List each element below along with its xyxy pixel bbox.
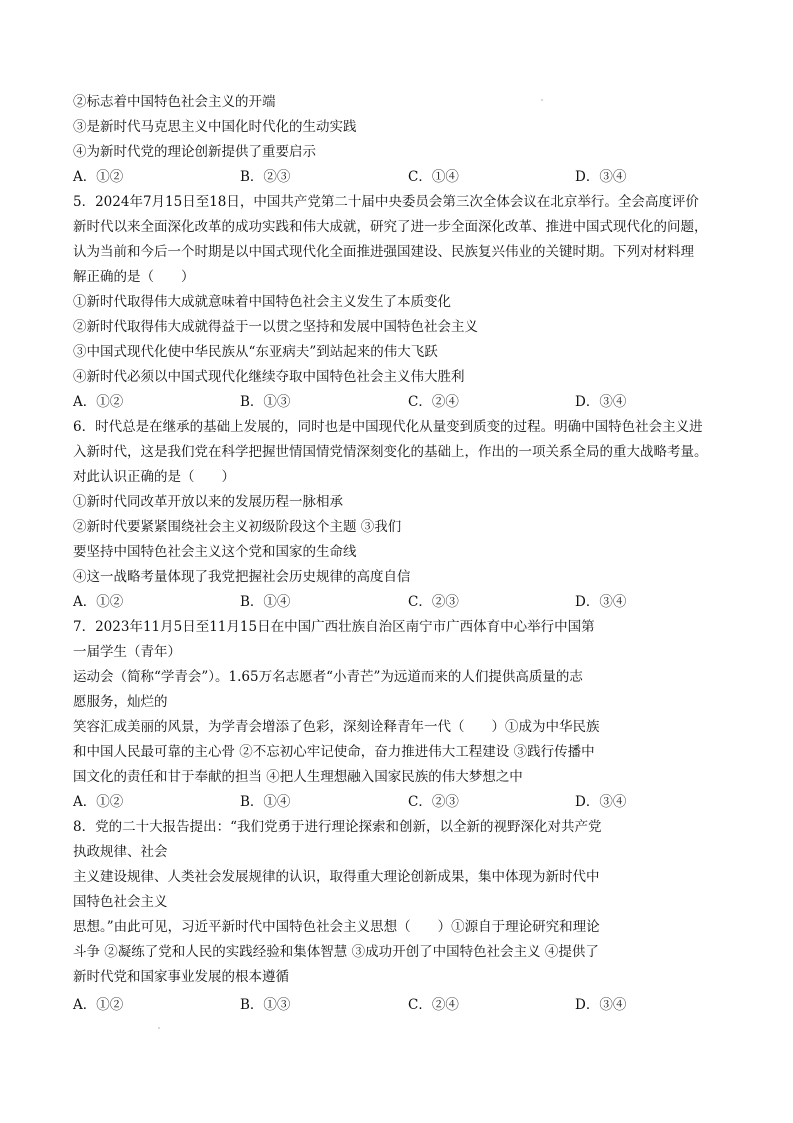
choice-item: 要坚持中国特色社会主义这个党和国家的生命线	[73, 544, 357, 560]
question-stem-line: 入新时代，这是我们党在科学把握世情国情党情深刻变化的基础上，作出的一项关系全局的重大战略考量。	[73, 444, 708, 460]
option-b[interactable]: B．①④	[240, 794, 291, 810]
option-a[interactable]: A．①②	[73, 594, 124, 610]
option-d[interactable]: D．③④	[575, 169, 627, 185]
option-a[interactable]: A．①②	[73, 997, 124, 1013]
question-stem-line: 国文化的责任和甘于奉献的担当 ④把人生理想融入国家民族的伟大梦想之中	[73, 769, 523, 785]
choice-item: ③是新时代马克思主义中国化时代化的生动实践	[73, 119, 357, 135]
question-stem-line: 笑容汇成美丽的风景，为学青会增添了色彩，深刻诠释青年一代（ ）①成为中华民族	[73, 719, 600, 735]
option-c[interactable]: C．②③	[408, 794, 459, 810]
choice-item: ①新时代同改革开放以来的发展历程一脉相承	[73, 494, 343, 510]
question-stem-line: 6．时代总是在继承的基础上发展的，同时也是中国现代化从量变到质变的过程。明确中国特色社会主义进	[73, 419, 703, 435]
option-b[interactable]: B．①④	[240, 594, 291, 610]
option-c[interactable]: C．②④	[408, 394, 459, 410]
question-stem-line: 执政规律、社会	[73, 844, 168, 860]
question-stem-line: 8．党的二十大报告提出：“我们党勇于进行理论探索和创新，以全新的视野深化对共产党	[73, 819, 602, 835]
question-stem-line: 主义建设规律、人类社会发展规律的认识，取得重大理论创新成果，集中体现为新时代中	[73, 869, 600, 885]
question-stem-line: 斗争 ②凝练了党和人民的实践经验和集体智慧 ③成功开创了中国特色社会主义 ④提供了	[73, 944, 599, 960]
question-stem-line: 对此认识正确的是（ ）	[73, 469, 235, 485]
choice-item: ④这一战略考量体现了我党把握社会历史规律的高度自信	[73, 569, 411, 585]
choice-item: ③中国式现代化使中华民族从“东亚病夫”到站起来的伟大飞跃	[73, 344, 438, 360]
question-stem-line: 愿服务，灿烂的	[73, 694, 168, 710]
option-b[interactable]: B．②③	[240, 169, 291, 185]
choice-item: ④为新时代党的理论创新提供了重要启示	[73, 144, 316, 160]
question-stem-line: 和中国人民最可靠的主心骨 ②不忘初心牢记使命，奋力推进伟大工程建设 ③践行传播中	[73, 744, 595, 760]
question-stem-line: 运动会（简称“学青会”）。1.65万名志愿者“小青芒”为远道而来的人们提供高质量的志	[73, 669, 583, 685]
option-d[interactable]: D．③④	[575, 594, 627, 610]
choice-item: ①新时代取得伟大成就意味着中国特色社会主义发生了本质变化	[73, 294, 451, 310]
choice-item: ②新时代要紧紧围绕社会主义初级阶段这个主题 ③我们	[73, 519, 402, 535]
question-stem-line: 解正确的是（ ）	[73, 269, 195, 285]
option-a[interactable]: A．①②	[73, 169, 124, 185]
option-b[interactable]: B．①③	[240, 997, 291, 1013]
option-d[interactable]: D．③④	[575, 394, 627, 410]
question-stem-line: 7．2023年11月5日至11月15日在中国广西壮族自治区南宁市广西体育中心举行中国第	[73, 619, 595, 635]
question-stem-line: 新时代以来全面深化改革的成功实践和伟大成就，研究了进一步全面深化改革、推进中国式现代化的问题，	[73, 219, 708, 235]
question-stem-line: 5．2024年7月15日至18日，中国共产党第二十届中央委员会第三次全体会议在北京举行。全会高度评价	[73, 194, 699, 210]
option-c[interactable]: C．①④	[408, 169, 459, 185]
question-stem-line: 国特色社会主义	[73, 894, 168, 910]
question-stem-line: 认为当前和今后一个时期是以中国式现代化全面推进强国建设、民族复兴伟业的关键时期。下列对材料理	[73, 244, 694, 260]
scan-speck	[541, 99, 543, 101]
choice-item: ②新时代取得伟大成就得益于一以贯之坚持和发展中国特色社会主义	[73, 319, 478, 335]
option-b[interactable]: B．①③	[240, 394, 291, 410]
option-c[interactable]: C．②③	[408, 594, 459, 610]
option-a[interactable]: A．①②	[73, 394, 124, 410]
option-a[interactable]: A．①②	[73, 794, 124, 810]
choice-item: ②标志着中国特色社会主义的开端	[73, 94, 276, 110]
question-stem-line: 思想。”由此可见，习近平新时代中国特色社会主义思想（ ）①源自于理论研究和理论	[73, 919, 600, 935]
option-d[interactable]: D．③④	[575, 794, 627, 810]
question-stem-line: 新时代党和国家事业发展的根本遵循	[73, 969, 289, 985]
scan-speck	[158, 1027, 160, 1029]
choice-item: ④新时代必须以中国式现代化继续夺取中国特色社会主义伟大胜利	[73, 369, 465, 385]
option-c[interactable]: C．②④	[408, 997, 459, 1013]
option-d[interactable]: D．③④	[575, 997, 627, 1013]
question-stem-line: 一届学生（青年）	[73, 644, 181, 660]
